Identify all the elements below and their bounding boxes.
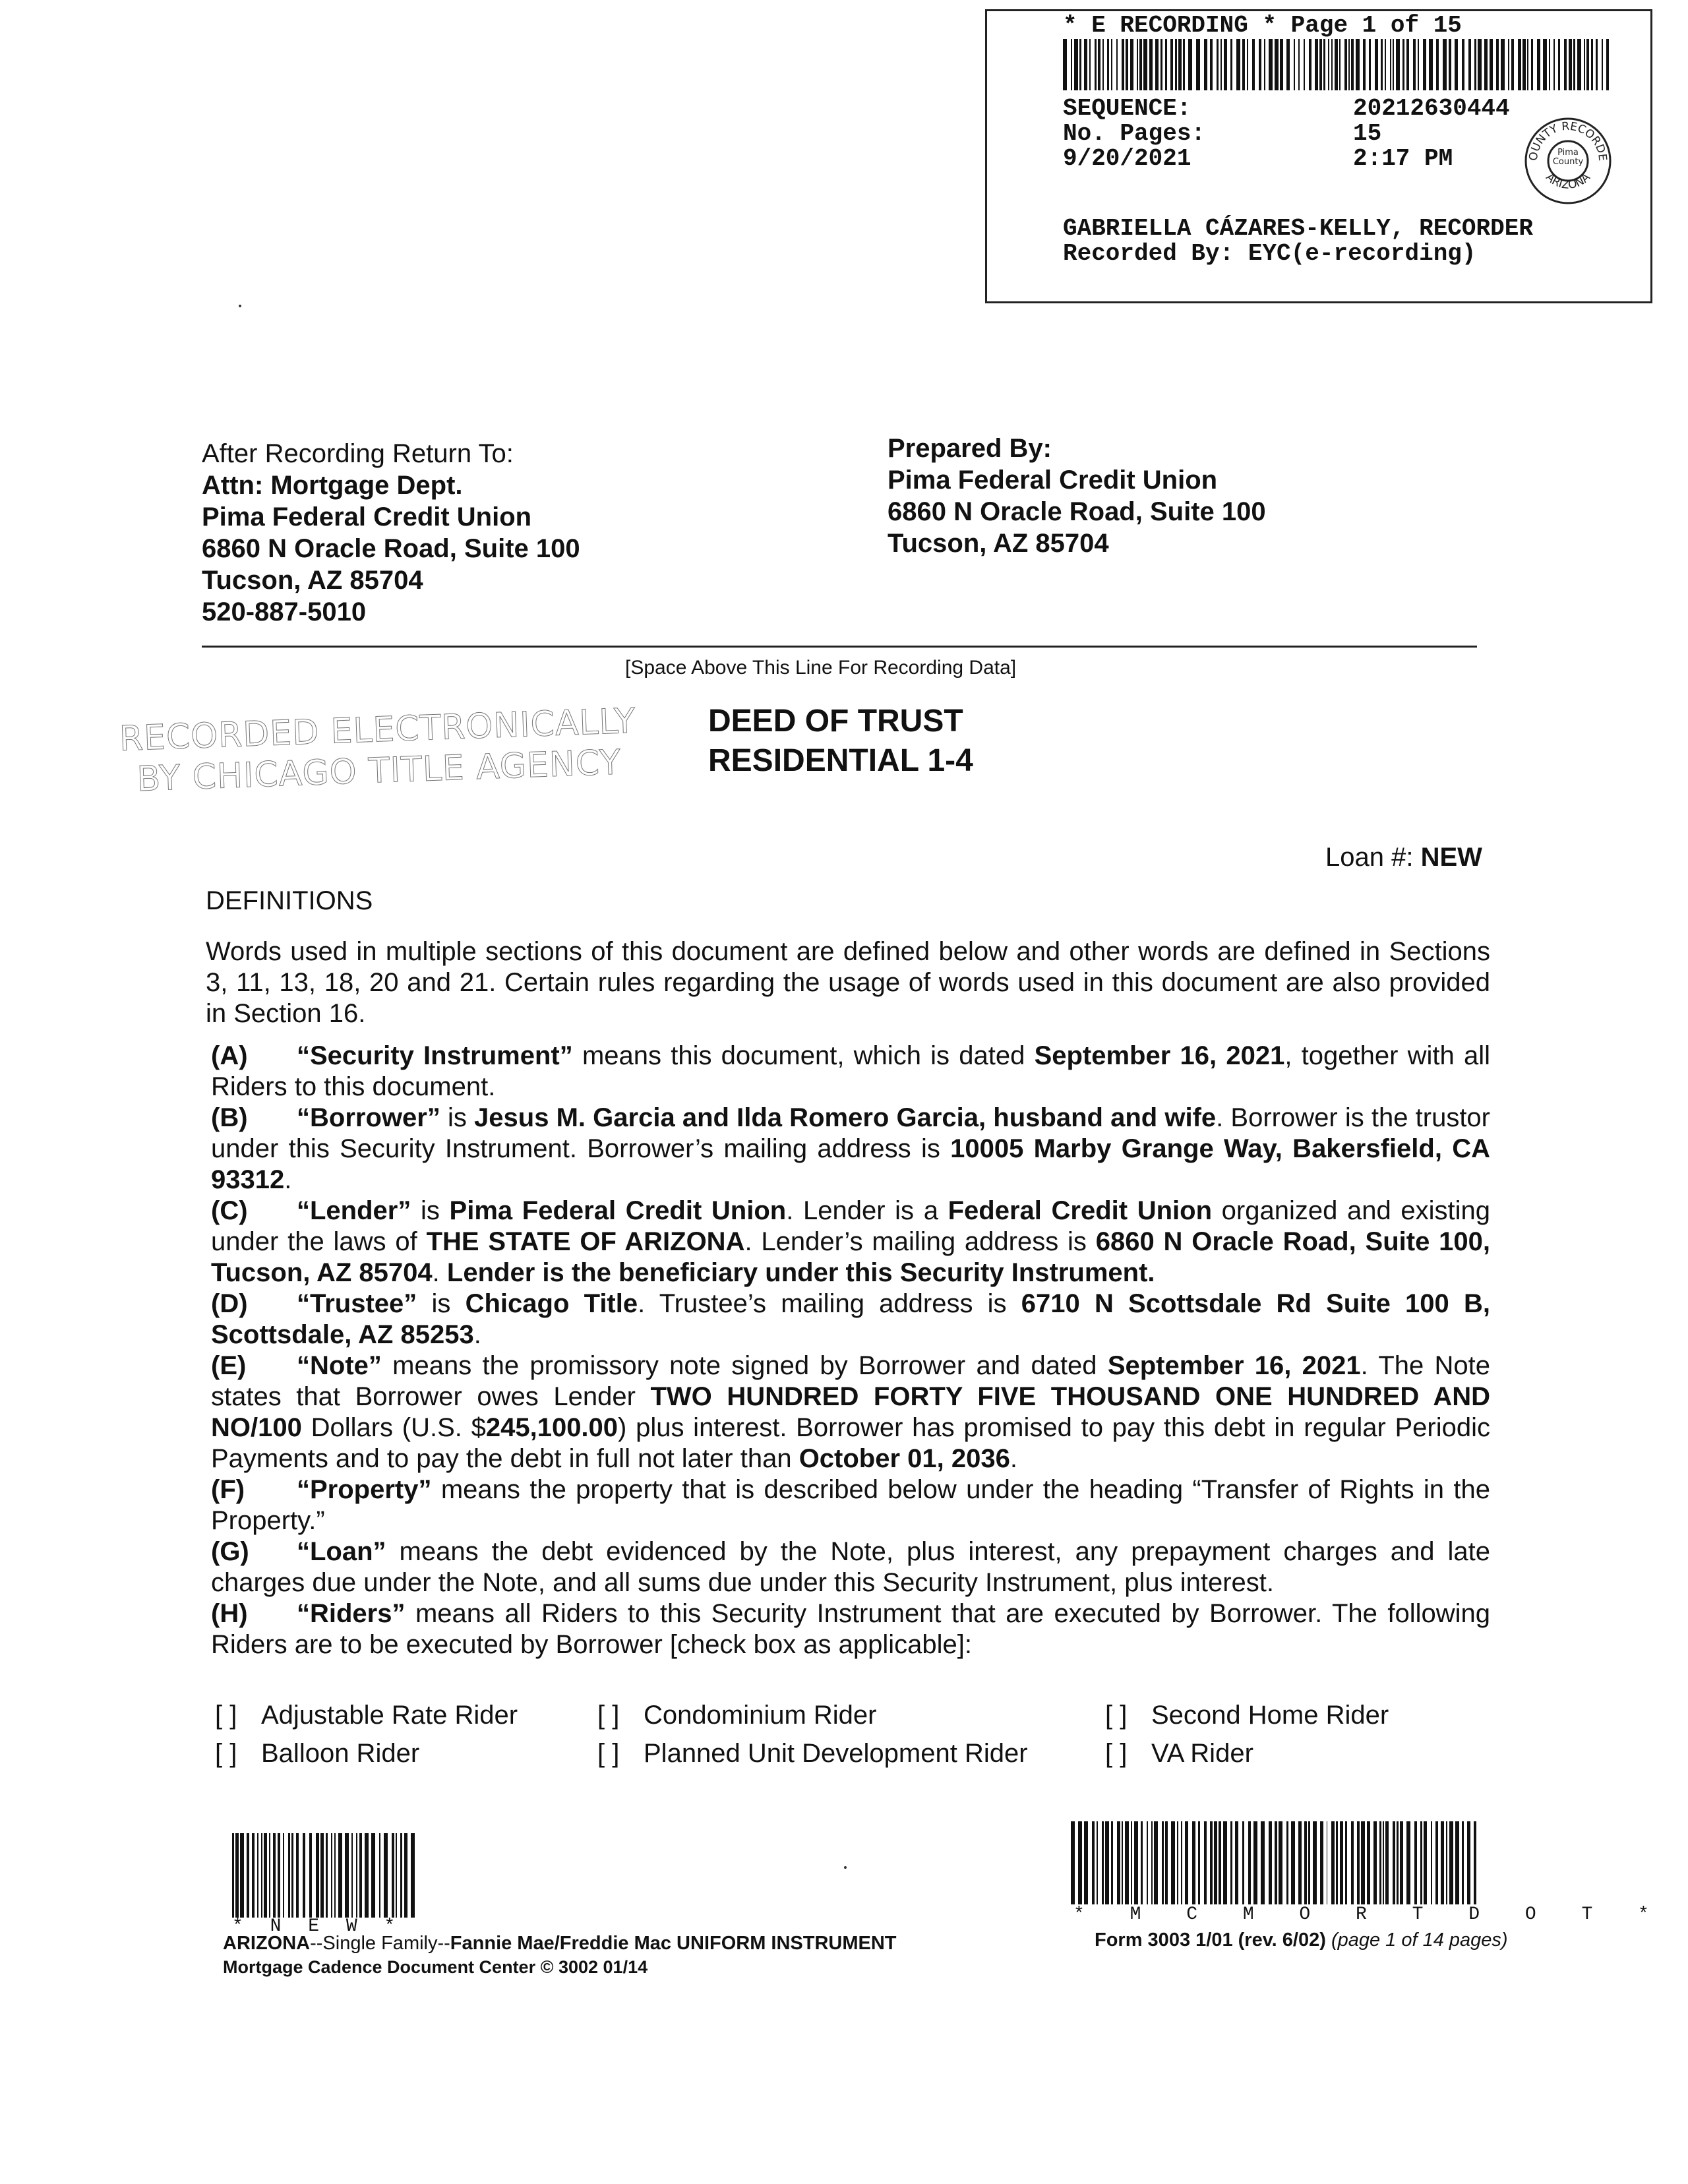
barcode-bar (1429, 39, 1433, 90)
barcode-bar (316, 1833, 319, 1918)
barcode-bar (359, 1833, 362, 1918)
barcode-bar (1279, 1821, 1282, 1904)
barcode-bar (334, 1833, 336, 1918)
barcode-bar (240, 1833, 244, 1918)
barcode-bar (1196, 39, 1200, 90)
definition-g: (G) “Loan” means the debt evidenced by the Note, plus interest, any prepayment charges and late charges due under the Note, and all sums due under this Security Instrument, plus interest. (211, 1537, 1490, 1597)
scan-speck (239, 305, 241, 307)
recorded-by: Recorded By: EYC(e-recording) (1063, 240, 1476, 267)
barcode-bar (1071, 39, 1072, 90)
barcode-bar (1247, 39, 1248, 90)
barcode-bar (1126, 39, 1128, 90)
barcode-bar (1340, 1821, 1343, 1904)
barcode-bar (1192, 1821, 1195, 1904)
barcode-bar (1336, 1821, 1338, 1904)
barcode-bar (235, 1833, 239, 1918)
prepared-by-street: 6860 N Oracle Road, Suite 100 (888, 497, 1266, 526)
barcode-bar (1078, 1821, 1082, 1904)
barcode-bar (1375, 39, 1378, 90)
barcode-bar (326, 1833, 328, 1918)
barcode-bar (379, 1833, 380, 1918)
barcode-bar (1111, 1821, 1113, 1904)
barcode-bar (1591, 39, 1593, 90)
barcode-bar (411, 1833, 415, 1918)
barcode-bar (1286, 39, 1290, 90)
barcode-bar (1393, 39, 1394, 90)
barcode-bar (1185, 1821, 1188, 1904)
barcode-bar (1315, 39, 1318, 90)
definition-c: (C) “Lender” is Pima Federal Credit Union. Lender is a Federal Credit Union organized and existing under the laws of THE STATE OF ARIZONA. Lender’s mailing address is 6860 N Oracle Road, Suite 100, Tucson, AZ 85704. Lender is the beneficiary under this Security Instrument. (211, 1196, 1490, 1287)
barcode-bar (1111, 39, 1112, 90)
barcode-bar (1084, 39, 1087, 90)
barcode-bar (264, 1833, 267, 1918)
barcode-bar (1508, 39, 1509, 90)
barcode-bar (1181, 1821, 1182, 1904)
barcode-bar (1139, 39, 1142, 90)
term-lender: “Lender” (297, 1196, 411, 1225)
barcode-bar (1107, 39, 1109, 90)
barcode-bar (351, 1833, 353, 1918)
recording-time: 2:17 PM (1353, 145, 1453, 172)
term-loan: “Loan” (297, 1537, 386, 1566)
barcode-bar (1424, 1821, 1428, 1904)
barcode-bar (1385, 1821, 1389, 1904)
barcode-bar (365, 1833, 369, 1918)
barcode-bar (1175, 39, 1177, 90)
barcode-bar (1095, 39, 1097, 90)
definition-e: (E) “Note” means the promissory note signed by Borrower and dated September 16, 2021. The Note states that Borrower owes Lender TWO HUNDRED FORTY FIVE THOUSAND ONE HUNDRED AND NO/100 Dollars (U.S. $245,100.00) plus interest. Borrower has promised to pay this debt in regular Periodic Payments and to pay the debt in full not later than October 01, 2036. (211, 1351, 1491, 1473)
barcode-bar (1436, 39, 1439, 90)
barcode-bar (1345, 1821, 1347, 1904)
prepared-by-block (888, 433, 1266, 559)
barcode-bar (1558, 39, 1560, 90)
county-recorder-seal (1522, 115, 1613, 206)
barcode-bar (1248, 1821, 1251, 1904)
barcode-bar (1098, 39, 1100, 90)
barcode-bar (1577, 39, 1581, 90)
title-line-1: DEED OF TRUST (708, 704, 963, 739)
barcode-bar (303, 1833, 305, 1918)
barcode-bar (1431, 1821, 1432, 1904)
barcode-bar (1079, 39, 1081, 90)
barcode-bar (1455, 1821, 1459, 1904)
barcode-bar (1294, 39, 1295, 90)
barcode-bar (1102, 1821, 1104, 1904)
barcode-bar (1137, 39, 1138, 90)
definition-f: (F) “Property” means the property that is described below under the heading “Transfer of Rights in the Property.” (211, 1475, 1490, 1535)
barcode-bar (1097, 1821, 1098, 1904)
barcode-bar (283, 1833, 284, 1918)
barcode-bar (1484, 39, 1488, 90)
barcode-bar (1319, 39, 1322, 90)
barcode-bar (1363, 39, 1366, 90)
recorded-electronically-stamp (119, 701, 638, 801)
barcode-bar (1089, 39, 1091, 90)
barcode-bar (1331, 1821, 1335, 1904)
barcode-bar (1331, 39, 1333, 90)
barcode-bar (1369, 39, 1371, 90)
definitions-intro: Words used in multiple sections of this document are defined below and other words are defined in Sections 3, 11, 13, 18, 20 and 21. Certain rules regarding the usage of words used in this document are also provided in Section 16. (206, 937, 1490, 1028)
footer-doc-center: Mortgage Cadence Document Center © 3002 01/14 (223, 1957, 648, 1977)
term-note: “Note” (297, 1351, 382, 1380)
recording-space-divider (202, 646, 1477, 648)
scan-speck-2 (844, 1866, 847, 1869)
stamp-line-1: RECORDED ELECTRONICALLY (119, 701, 637, 759)
barcode-bar (1406, 1821, 1410, 1904)
barcode-bar (1236, 39, 1240, 90)
checkbox-second-home[interactable]: [ ] (1105, 1701, 1128, 1730)
barcode-bar (1446, 1821, 1447, 1904)
barcode-bar (1259, 39, 1261, 90)
barcode-bar (1309, 39, 1311, 90)
barcode-bar (1170, 39, 1173, 90)
pages-label: No. Pages: (1063, 120, 1206, 147)
barcode-bar (1573, 39, 1575, 90)
barcode-bar (1147, 1821, 1148, 1904)
checkbox-va[interactable]: [ ] (1105, 1739, 1128, 1768)
prepared-by-heading: Prepared By: (888, 434, 1052, 463)
barcode-bar (1414, 1821, 1417, 1904)
barcode-bar (1396, 39, 1400, 90)
barcode-bar (252, 1833, 255, 1918)
barcode-bar (1224, 39, 1227, 90)
barcode-bar (1511, 39, 1514, 90)
barcode-bar (1242, 1821, 1244, 1904)
definition-d: (D) “Trustee” is Chicago Title. Trustee’s mailing address is 6710 N Scottsdale Rd Suite 100 B, Scottsdale, AZ 85253. (211, 1289, 1490, 1349)
barcode-bar (1584, 39, 1585, 90)
barcode-bar (1183, 39, 1185, 90)
barcode-bar (1467, 1821, 1470, 1904)
barcode-bar (247, 1833, 249, 1918)
barcode-bar (384, 1833, 388, 1918)
barcode-bar (331, 1833, 332, 1918)
barcode-bar (1105, 1821, 1109, 1904)
barcode-bar (1204, 1821, 1207, 1904)
barcode-bar (1116, 39, 1118, 90)
barcode-bar (1160, 39, 1162, 90)
return-to-phone: 520-887-5010 (202, 597, 367, 626)
footer-instrument-line: ARIZONA--Single Family--Fannie Mae/Freddie Mac UNIFORM INSTRUMENT (223, 1933, 897, 1954)
rider-adjustable-rate: [ ] Adjustable Rate Rider (215, 1696, 597, 1734)
barcode-bar (1435, 1821, 1438, 1904)
barcode-bar (1177, 1821, 1178, 1904)
barcode-bar (1102, 39, 1104, 90)
barcode-bar (1165, 39, 1167, 90)
barcode-bar (1327, 1821, 1328, 1904)
barcode-bar (1586, 39, 1589, 90)
barcode-bar (1537, 39, 1541, 90)
barcode-bar (1356, 39, 1360, 90)
barcode-bar (1269, 39, 1273, 90)
prepared-by-city: Tucson, AZ 85704 (888, 529, 1109, 558)
barcode-bar (1275, 1821, 1277, 1904)
barcode-bar (1223, 1821, 1227, 1904)
loan-label: Loan #: (1325, 843, 1414, 872)
barcode-bar (1373, 1821, 1377, 1904)
footer-form-number: Form 3003 1/01 (rev. 6/02) (page 1 of 14 pages) (1095, 1929, 1508, 1951)
rider-second-home: [ ] Second Home Rider (1105, 1696, 1389, 1734)
barcode-bar (1269, 1821, 1272, 1904)
barcode-bar (296, 1833, 299, 1918)
barcode-bar (1122, 1821, 1123, 1904)
barcode-bar (1149, 39, 1153, 90)
barcode-bar (1242, 39, 1245, 90)
return-to-block (202, 438, 580, 628)
stamp-line-2: BY CHICAGO TITLE AGENCY (136, 743, 622, 800)
barcode-bar (404, 1833, 407, 1918)
barcode-bar (1221, 39, 1222, 90)
term-property: “Property” (297, 1475, 432, 1504)
loan-value: NEW (1420, 843, 1482, 872)
barcode-bar (1441, 1821, 1444, 1904)
loan-number (1325, 843, 1482, 872)
footer-page-of: (page 1 of 14 pages) (1331, 1929, 1508, 1951)
barcode-bar (1400, 1821, 1403, 1904)
barcode-bar (273, 1833, 276, 1918)
term-borrower: “Borrower” (297, 1103, 440, 1132)
recording-space-note: [Space Above This Line For Recording Data] (625, 657, 1017, 679)
barcode-bar (1385, 39, 1386, 90)
barcode-bar (338, 1833, 342, 1918)
barcode-bar (1474, 1821, 1476, 1904)
barcode-bar (1531, 39, 1533, 90)
barcode-bar (1165, 1821, 1168, 1904)
barcode-bar (1351, 1821, 1354, 1904)
barcode-bar (1518, 39, 1521, 90)
barcode-bar (396, 1833, 397, 1918)
seal-bottom-text: ARIZONA (1543, 170, 1593, 193)
barcode-bar (1134, 1821, 1138, 1904)
return-to-heading: After Recording Return To: (202, 439, 514, 468)
barcode-bar (1418, 39, 1419, 90)
barcode-bar (1420, 1821, 1422, 1904)
barcode-bar (1261, 1821, 1265, 1904)
barcode-bar (1198, 1821, 1200, 1904)
barcode-bar (1348, 39, 1350, 90)
barcode-bar (1449, 39, 1451, 90)
barcode-bar (1606, 39, 1609, 90)
barcode-bar (1522, 39, 1526, 90)
barcode-bar (1291, 1821, 1295, 1904)
seal-top-text: OUNTY RECORDE (1526, 119, 1610, 162)
barcode-bar (1074, 39, 1078, 90)
barcode-bar (1569, 39, 1572, 90)
barcode-bar (1253, 1821, 1257, 1904)
recording-stamp-box (985, 9, 1652, 303)
barcode-bar (1071, 1821, 1075, 1904)
barcode-bar (1381, 39, 1383, 90)
barcode-bar (1468, 39, 1471, 90)
barcode-bar (1393, 1821, 1395, 1904)
definitions-heading: DEFINITIONS (206, 886, 373, 915)
barcode-bar (1063, 39, 1067, 90)
checkbox-balloon[interactable]: [ ] (215, 1739, 237, 1768)
barcode-bar (1339, 39, 1341, 90)
barcode-bar (1230, 1821, 1232, 1904)
barcode-bar (1188, 39, 1192, 90)
riders-checklist (215, 1696, 1468, 1773)
recorder-name: GABRIELLA CÁZARES-KELLY, RECORDER (1063, 215, 1533, 242)
checkbox-condominium[interactable]: [ ] (597, 1701, 620, 1730)
barcode-bar (1151, 1821, 1153, 1904)
barcode-bar (1162, 1821, 1164, 1904)
barcode-bar (1443, 39, 1447, 90)
footer-barcode-right (1071, 1821, 1480, 1904)
barcode-bar (345, 1833, 349, 1918)
barcode-bar (1455, 39, 1458, 90)
barcode-bar (1602, 39, 1603, 90)
definition-b: (B) “Borrower” is Jesus M. Garcia and Ilda Romero Garcia, husband and wife. Borrower is the trustor under this Security Instrument. Borrower’s mailing address is 10005 Marby Grange Way, Bakersfield, CA 93312. (211, 1103, 1491, 1194)
barcode-bar (1320, 1821, 1323, 1904)
barcode-bar (1235, 1821, 1238, 1904)
barcode-bar (288, 1833, 290, 1918)
barcode-bar (1308, 1821, 1310, 1904)
barcode-bar (1084, 1821, 1088, 1904)
sequence-value: 20212630444 (1353, 95, 1510, 122)
recording-barcode (1063, 39, 1612, 90)
barcode-bar (1397, 1821, 1399, 1904)
barcode-bar (1402, 39, 1404, 90)
barcode-bar (1406, 39, 1409, 90)
term-riders: “Riders” (297, 1599, 406, 1628)
rider-condominium: [ ] Condominium Rider (597, 1696, 1105, 1734)
definition-a: (A) “Security Instrument” means this document, which is dated September 16, 2021, together with all Riders to this document. (211, 1041, 1490, 1101)
barcode-bar (1549, 39, 1550, 90)
title-line-2: RESIDENTIAL 1-4 (708, 743, 973, 778)
barcode-bar (1361, 1821, 1365, 1904)
barcode-bar (1462, 1821, 1464, 1904)
rider-va: [ ] VA Rider (1105, 1734, 1253, 1773)
barcode-bar (356, 1833, 357, 1918)
barcode-bar (278, 1833, 280, 1918)
barcode-bar (1323, 39, 1325, 90)
barcode-bar (1304, 1821, 1307, 1904)
barcode-bar (1553, 39, 1555, 90)
barcode-bar (257, 1833, 258, 1918)
return-to-name: Pima Federal Credit Union (202, 502, 532, 531)
barcode-bar (1383, 1821, 1384, 1904)
barcode-bar (1155, 39, 1159, 90)
term-security-instrument: “Security Instrument” (297, 1041, 573, 1070)
barcode-bar (320, 1833, 324, 1918)
barcode-bar (1125, 1821, 1129, 1904)
barcode-bar (392, 1833, 394, 1918)
barcode-bar (1214, 1821, 1217, 1904)
barcode-bar (1501, 39, 1505, 90)
barcode-bar (1204, 39, 1207, 90)
barcode-bar (1390, 39, 1391, 90)
return-to-city: Tucson, AZ 85704 (202, 566, 423, 595)
barcode-bar (1490, 39, 1493, 90)
rider-balloon: [ ] Balloon Rider (215, 1734, 597, 1773)
barcode-bar (1219, 1821, 1222, 1904)
barcode-bar (269, 1833, 270, 1918)
term-trustee: “Trustee” (297, 1289, 417, 1318)
barcode-bar (1286, 1821, 1288, 1904)
barcode-bar (1298, 39, 1300, 90)
barcode-bar (1478, 39, 1482, 90)
recording-date: 9/20/2021 (1063, 145, 1191, 172)
sequence-label: SEQUENCE: (1063, 95, 1191, 122)
footer-barcode-left-text: * N E W * (232, 1916, 404, 1937)
return-to-attn: Attn: Mortgage Dept. (202, 471, 463, 500)
barcode-bar (1328, 39, 1329, 90)
barcode-bar (1264, 39, 1265, 90)
barcode-bar (1313, 1821, 1317, 1904)
barcode-bar (1143, 39, 1147, 90)
barcode-bar (1117, 1821, 1121, 1904)
barcode-bar (1304, 39, 1305, 90)
barcode-bar (1596, 39, 1598, 90)
barcode-bar (1423, 39, 1426, 90)
barcode-bar (1367, 1821, 1370, 1904)
return-to-street: 6860 N Oracle Road, Suite 100 (202, 534, 580, 563)
barcode-bar (1449, 1821, 1453, 1904)
recording-header: * E RECORDING * Page 1 of 15 (1063, 12, 1462, 39)
checkbox-adjustable-rate[interactable]: [ ] (215, 1701, 237, 1730)
barcode-bar (1462, 39, 1464, 90)
barcode-bar (1357, 1821, 1360, 1904)
barcode-bar (371, 1833, 375, 1918)
barcode-bar (1217, 39, 1219, 90)
barcode-bar (291, 1833, 293, 1918)
prepared-by-name: Pima Federal Credit Union (888, 466, 1218, 495)
barcode-bar (1275, 39, 1279, 90)
barcode-bar (1178, 39, 1182, 90)
barcode-bar (1210, 39, 1213, 90)
pages-value: 15 (1353, 120, 1382, 147)
barcode-bar (1252, 39, 1255, 90)
barcode-bar (1474, 39, 1476, 90)
barcode-bar (1496, 39, 1499, 90)
barcode-bar (1527, 39, 1528, 90)
barcode-bar (1092, 1821, 1095, 1904)
barcode-bar (1351, 39, 1354, 90)
barcode-bar (1130, 39, 1133, 90)
barcode-bar (1141, 1821, 1143, 1904)
barcode-bar (261, 1833, 262, 1918)
footer-barcode-right-text: * M C M O R T D O T * (1073, 1904, 1666, 1925)
barcode-bar (1280, 39, 1283, 90)
barcode-bar (1564, 39, 1567, 90)
barcode-bar (309, 1833, 312, 1918)
barcode-bar (232, 1833, 234, 1918)
barcode-bar (1154, 1821, 1158, 1904)
definition-h: (H) “Riders” means all Riders to this Security Instrument that are executed by Borrower. The following Riders are to be executed by Borrower [check box as applicable]: (211, 1599, 1490, 1659)
document-title (708, 702, 973, 781)
barcode-bar (1344, 39, 1347, 90)
barcode-bar (1131, 1821, 1132, 1904)
barcode-bar (1210, 1821, 1213, 1904)
barcode-bar (1298, 1821, 1302, 1904)
barcode-bar (1543, 39, 1547, 90)
checkbox-pud[interactable]: [ ] (597, 1739, 620, 1768)
barcode-bar (1122, 39, 1124, 90)
barcode-bar (1413, 39, 1416, 90)
definitions-list (211, 1041, 1490, 1660)
barcode-bar (1379, 1821, 1381, 1904)
barcode-bar (400, 1833, 402, 1918)
barcode-bar (1335, 39, 1338, 90)
barcode-bar (1171, 1821, 1175, 1904)
barcode-bar (1230, 39, 1232, 90)
footer-barcode-left (232, 1833, 418, 1918)
seal-center-text: Pima County (1552, 148, 1584, 167)
rider-pud: [ ] Planned Unit Development Rider (597, 1734, 1105, 1773)
